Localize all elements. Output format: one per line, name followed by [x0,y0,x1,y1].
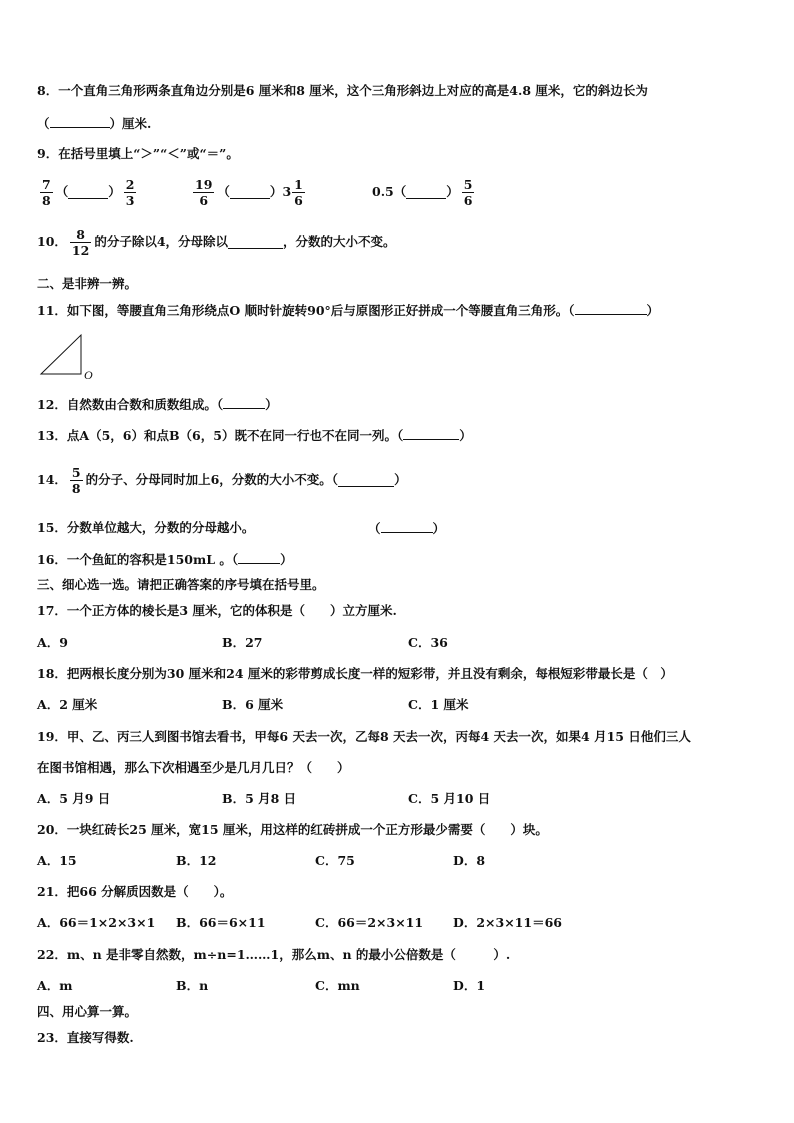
q8-line2 [37,115,151,132]
q22-text: 22．m、n 是非零自然数，m÷n=1……1，那么m、n 的最小公倍数是（ ）. [37,947,511,962]
fraction: $\frac{5}{6}$ [463,176,473,208]
q20-option-d[interactable]: D．8 [453,853,486,868]
q14: 14． $\frac{5}{8}$ 的分子、分母同时加上6，分数的大小不变。（ ） [37,464,407,496]
q9-blank-2[interactable] [230,186,270,199]
q15-answer: （ ） [368,521,446,536]
q20-option-a[interactable]: A．15 [37,853,77,868]
q22-option-b[interactable]: B．n [176,978,209,993]
q17-option-c[interactable]: C．36 [408,635,448,650]
q18-option-c[interactable]: C．1 厘米 [408,697,469,712]
q21-option-d[interactable]: D．2×3×11＝66 [453,915,562,930]
q15: 15．分数单位越大，分数的分母越小。 [37,520,255,535]
q22-option-a[interactable]: A．m [37,978,73,993]
q19-line1: 19．甲、乙、丙三人到图书馆去看书，甲每6 天去一次，乙每8 天去一次，丙每4 天去一次，如果4 月15 日他们三人 [37,729,691,744]
q19-option-c[interactable]: C．5 月10 日 [408,791,491,806]
q16-blank[interactable] [238,551,280,564]
q11-blank[interactable] [575,302,647,315]
q9-item-2: $\frac{19}{6}$ （ ） 3 $\frac{1}{6}$ [190,172,308,212]
q19-option-b[interactable]: B．5 月8 日 [222,791,297,806]
q21-option-a[interactable]: A．66＝1×2×3×1 [37,915,156,930]
point-o-label: O [84,368,93,380]
q23-text: 23．直接写得数. [37,1030,134,1045]
q13-blank[interactable] [403,427,459,440]
q12-blank[interactable] [223,396,265,409]
q21-text: 21．把66 分解质因数是（ ）。 [37,884,233,899]
section-2-heading: 二、是非辨一辨。 [37,276,138,291]
q8-close: ）厘米. [109,116,152,131]
q14-blank[interactable] [338,474,394,487]
triangle-figure [37,332,97,380]
q13: 13．点A（5，6）和点B（6，5）既不在同一行也不在同一列。（ ） [37,428,472,443]
q15-blank[interactable] [381,520,433,533]
q18-option-b[interactable]: B．6 厘米 [222,697,284,712]
q21-option-b[interactable]: B．66＝6×11 [176,915,266,930]
q8-open: （ [37,116,50,131]
q20-option-b[interactable]: B．12 [176,853,217,868]
q20-option-c[interactable]: C．75 [315,853,355,868]
fraction: $\frac{5}{8}$ [71,464,81,496]
q8-line1: 8．一个直角三角形两条直角边分别是6 厘米和8 厘米，这个三角形斜边上对应的高是4.8 厘米，它的斜边长为 [37,83,648,98]
q19-line2: 在图书馆相遇，那么下次相遇至少是几月几日？（ ） [37,760,350,775]
section-3-heading: 三、细心选一选。请把正确答案的序号填在括号里。 [37,577,325,592]
q9-blank-1[interactable] [68,186,108,199]
q20-text: 20．一块红砖长25 厘米，宽15 厘米，用这样的红砖拼成一个正方形最少需要（ ）块。 [37,822,548,837]
q11: 11．如下图，等腰直角三角形绕点O 顺时针旋转90°后与原图形正好拼成一个等腰直角三角形。（ ） [37,303,660,318]
section-4-heading: 四、用心算一算。 [37,1004,138,1019]
q18-option-a[interactable]: A．2 厘米 [37,697,98,712]
q21-option-c[interactable]: C．66＝2×3×11 [315,915,424,930]
q9-item-3: 0.5 （ ） $\frac{5}{6}$ [372,176,473,208]
mixed-number: 3 $\frac{1}{6}$ [282,176,303,208]
fraction: $\frac{19}{6}$ [195,176,213,208]
q9-blank-3[interactable] [406,186,446,199]
q17-text: 17．一个正方体的棱长是3 厘米，它的体积是（ ）立方厘米. [37,603,397,618]
fraction: $\frac{2}{3}$ [125,176,135,208]
fraction: $\frac{7}{8}$ [42,176,51,208]
q22-option-c[interactable]: C．mn [315,978,360,993]
right-triangle-shape [41,335,81,374]
q17-option-a[interactable]: A．9 [37,635,68,650]
q19-option-a[interactable]: A．5 月9 日 [37,791,111,806]
q17-option-b[interactable]: B．27 [222,635,263,650]
q9-item-1: $\frac{7}{8}$ （ ） $\frac{2}{3}$ [42,176,135,208]
q9-text: 9．在括号里填上“＞”“＜”或“＝”。 [37,146,239,161]
fraction: $\frac{8}{12}$ [71,226,90,258]
q22-option-d[interactable]: D．1 [453,978,486,993]
q10: 10． $\frac{8}{12}$ 的分子除以4，分母除以 ，分数的大小不变。 [37,226,396,258]
q10-blank[interactable] [228,236,283,249]
q12: 12．自然数由合数和质数组成。（ ） [37,397,278,412]
q16: 16．一个鱼缸的容积是150mL 。（ ） [37,552,293,567]
q8-answer-blank[interactable] [50,115,110,128]
q18-text: 18．把两根长度分别为30 厘米和24 厘米的彩带剪成长度一样的短彩带，并且没有剩余，每根短彩带最长是（ ） [37,666,673,681]
